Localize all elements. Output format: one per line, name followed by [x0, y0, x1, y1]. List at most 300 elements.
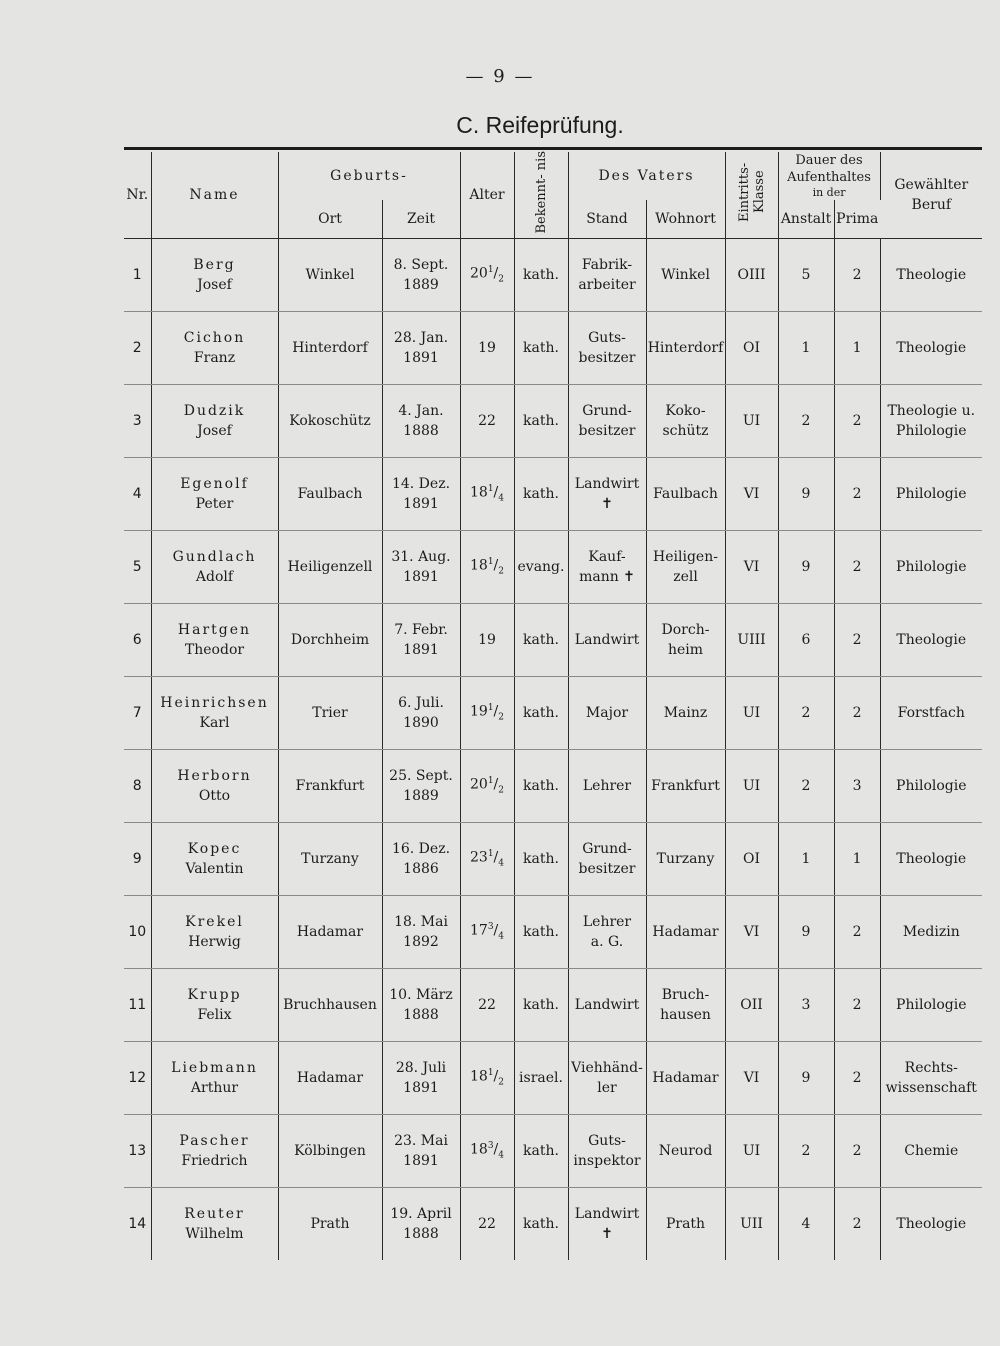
row-entry-class: UI — [725, 750, 778, 823]
row-nr: 5 — [124, 531, 151, 604]
row-birthdate-year: 1891 — [403, 1153, 439, 1169]
row-father-occupation — [568, 677, 646, 750]
row-birthdate-day: 18. Mai — [394, 914, 448, 930]
table-row — [124, 896, 982, 969]
row-birthdate-day: 16. Dez. — [391, 841, 451, 857]
row-forename: Peter — [195, 496, 234, 512]
row-father-occupation-1: Grund- — [582, 841, 632, 857]
row-father-residence-2: zell — [673, 569, 698, 585]
table-row — [124, 823, 982, 896]
row-birthdate-day: 28. Jan. — [393, 330, 449, 346]
header-dauer — [778, 152, 880, 200]
row-father-residence — [646, 823, 725, 896]
row-age-int: 19 — [478, 632, 496, 648]
row-nr: 2 — [124, 312, 151, 385]
row-entry-class: OII — [725, 969, 778, 1042]
row-age-den: 2 — [498, 785, 504, 796]
row-name — [151, 604, 278, 677]
row-age — [460, 969, 514, 1042]
row-father-occupation — [568, 1115, 646, 1188]
row-father-occupation-1: Fabrik- — [581, 257, 633, 273]
row-nr: 11 — [124, 969, 151, 1042]
row-age-int: 19 — [478, 340, 496, 356]
row-career-1: Medizin — [902, 924, 960, 940]
row-age-int: 18 — [469, 1141, 488, 1158]
row-age-int: 22 — [478, 1216, 496, 1232]
row-birthdate-day: 25. Sept. — [389, 768, 453, 784]
row-career-2: wissenschaft — [885, 1080, 977, 1096]
row-birthdate — [382, 458, 460, 531]
row-years-anstalt: 4 — [778, 1188, 834, 1261]
header-eintritts-klasse-text: Eintritts- Klasse — [736, 162, 767, 222]
header-bekenntnis — [514, 152, 568, 239]
row-name — [151, 750, 278, 823]
row-birthdate-year: 1888 — [403, 423, 439, 439]
row-confession: kath. — [514, 239, 568, 312]
row-birthdate-year: 1891 — [403, 569, 439, 585]
row-name — [151, 896, 278, 969]
row-years-prima: 2 — [834, 531, 880, 604]
row-age-int: 22 — [478, 413, 496, 429]
row-birthdate-year: 1890 — [403, 715, 439, 731]
row-years-prima: 2 — [834, 239, 880, 312]
row-birthplace: Kölbingen — [278, 1115, 382, 1188]
row-age: $20^1/_2$ — [460, 750, 514, 823]
row-nr: 9 — [124, 823, 151, 896]
row-surname: Krekel — [185, 914, 244, 930]
row-surname: Krupp — [187, 987, 242, 1003]
row-birthdate — [382, 969, 460, 1042]
row-career-1: Forstfach — [897, 705, 965, 721]
row-nr: 4 — [124, 458, 151, 531]
row-age: $19^1/_2$ — [460, 677, 514, 750]
row-name — [151, 677, 278, 750]
row-birthdate — [382, 1042, 460, 1115]
row-forename: Valentin — [185, 861, 244, 877]
row-age-den: 2 — [498, 712, 504, 723]
row-father-occupation-1: Lehrer — [582, 914, 632, 930]
row-father-residence-1: Koko- — [665, 403, 706, 419]
row-surname: Kopec — [187, 841, 242, 857]
header-bekenntnis-text: Bekennt- nis — [533, 150, 549, 234]
row-name — [151, 969, 278, 1042]
row-father-residence-1: Heiligen- — [653, 549, 718, 565]
table-row — [124, 385, 982, 458]
row-birthdate-day: 7. Febr. — [394, 622, 448, 638]
row-birthdate-year: 1891 — [403, 642, 439, 658]
row-career — [880, 531, 982, 604]
row-surname: Egenolf — [180, 476, 249, 492]
header-beruf: Gewählter Beruf — [880, 152, 982, 239]
row-years-prima: 3 — [834, 750, 880, 823]
row-age: $18^1/_4$ — [460, 458, 514, 531]
row-name — [151, 239, 278, 312]
row-confession: kath. — [514, 312, 568, 385]
row-age-int: 18 — [469, 484, 488, 501]
row-father-residence-1: Turzany — [656, 851, 715, 867]
row-birthdate — [382, 312, 460, 385]
row-entry-class: OIII — [725, 239, 778, 312]
row-name — [151, 1188, 278, 1261]
row-birthdate-day: 19. April — [390, 1206, 452, 1222]
row-confession: kath. — [514, 677, 568, 750]
row-father-residence-1: Dorch- — [661, 622, 710, 638]
row-career-1: Philologie — [896, 778, 967, 794]
row-father-occupation-2: ler — [597, 1080, 617, 1096]
row-birthdate-year: 1891 — [403, 496, 439, 512]
row-career — [880, 750, 982, 823]
row-career-1: Philologie — [896, 559, 967, 575]
row-nr: 10 — [124, 896, 151, 969]
row-age — [460, 604, 514, 677]
row-birthdate — [382, 604, 460, 677]
row-father-residence-1: Winkel — [661, 267, 710, 283]
row-confession: kath. — [514, 969, 568, 1042]
row-career — [880, 1042, 982, 1115]
row-entry-class: OI — [725, 312, 778, 385]
row-father-occupation — [568, 239, 646, 312]
row-age-int: 23 — [469, 849, 488, 866]
row-forename: Felix — [197, 1007, 232, 1023]
graduates-table — [124, 152, 982, 1260]
row-father-occupation-1: Landwirt — [574, 997, 640, 1013]
row-birthplace: Prath — [278, 1188, 382, 1261]
row-career — [880, 896, 982, 969]
row-surname: Cichon — [183, 330, 246, 346]
row-surname: Dudzik — [183, 403, 246, 419]
row-confession: kath. — [514, 823, 568, 896]
row-career — [880, 677, 982, 750]
row-age — [460, 312, 514, 385]
row-forename: Adolf — [195, 569, 234, 585]
row-birthdate-year: 1888 — [403, 1226, 439, 1242]
row-age-den: 4 — [498, 493, 504, 504]
row-father-occupation-1: Kauf- — [588, 549, 626, 565]
row-father-occupation-1: Landwirt — [574, 632, 640, 648]
row-father-occupation — [568, 896, 646, 969]
row-father-residence — [646, 1188, 725, 1261]
row-entry-class: VI — [725, 1042, 778, 1115]
row-birthdate-day: 6. Juli. — [398, 695, 444, 711]
table-row — [124, 239, 982, 312]
row-years-anstalt: 9 — [778, 896, 834, 969]
row-entry-class: UII — [725, 1188, 778, 1261]
row-years-anstalt: 2 — [778, 1115, 834, 1188]
row-surname: Herborn — [177, 768, 252, 784]
row-birthdate — [382, 239, 460, 312]
row-father-residence — [646, 1042, 725, 1115]
row-birthplace: Faulbach — [278, 458, 382, 531]
header-stand: Stand — [568, 200, 646, 239]
row-forename: Theodor — [184, 642, 245, 658]
row-years-prima: 1 — [834, 823, 880, 896]
row-birthplace: Hadamar — [278, 896, 382, 969]
row-father-occupation-1: Grund- — [582, 403, 632, 419]
row-father-residence — [646, 312, 725, 385]
row-father-occupation — [568, 604, 646, 677]
row-age-num: 1 — [487, 776, 494, 787]
row-years-anstalt: 6 — [778, 604, 834, 677]
row-father-occupation-1: Landwirt ✝ — [574, 476, 640, 512]
row-forename: Friedrich — [181, 1153, 248, 1169]
table-row — [124, 312, 982, 385]
row-confession: kath. — [514, 750, 568, 823]
table-row — [124, 1115, 982, 1188]
row-father-occupation-2: a. G. — [590, 934, 624, 950]
row-father-occupation-1: Viehhänd- — [571, 1060, 643, 1076]
row-age-num: 3 — [487, 1141, 494, 1152]
row-entry-class: UI — [725, 1115, 778, 1188]
row-years-prima: 2 — [834, 458, 880, 531]
row-years-prima: 2 — [834, 896, 880, 969]
row-birthdate-day: 14. Dez. — [391, 476, 451, 492]
row-forename: Franz — [193, 350, 236, 366]
row-birthdate — [382, 677, 460, 750]
table-body — [124, 239, 982, 1261]
table-row — [124, 604, 982, 677]
row-birthdate — [382, 896, 460, 969]
row-confession: israel. — [514, 1042, 568, 1115]
row-father-residence — [646, 677, 725, 750]
row-confession: kath. — [514, 458, 568, 531]
row-birthdate-day: 4. Jan. — [398, 403, 444, 419]
row-career-1: Theologie — [896, 267, 967, 283]
row-nr: 14 — [124, 1188, 151, 1261]
row-father-residence-1: Faulbach — [653, 486, 718, 502]
row-birthplace: Dorchheim — [278, 604, 382, 677]
row-age: $18^3/_4$ — [460, 1115, 514, 1188]
row-birthdate-day: 31. Aug. — [391, 549, 451, 565]
row-years-anstalt: 9 — [778, 1042, 834, 1115]
row-age-num: 1 — [487, 265, 494, 276]
row-age-int: 19 — [469, 703, 488, 720]
row-entry-class: UI — [725, 677, 778, 750]
row-name — [151, 1042, 278, 1115]
row-birthdate — [382, 1188, 460, 1261]
row-surname: Heinrichsen — [160, 695, 269, 711]
row-entry-class: UIII — [725, 604, 778, 677]
row-birthplace: Bruchhausen — [278, 969, 382, 1042]
header-wohnort: Wohnort — [646, 200, 725, 239]
table-row — [124, 458, 982, 531]
row-birthplace: Hinterdorf — [278, 312, 382, 385]
header-zeit: Zeit — [382, 200, 460, 239]
row-birthplace: Turzany — [278, 823, 382, 896]
row-years-anstalt: 1 — [778, 312, 834, 385]
row-years-prima: 2 — [834, 1042, 880, 1115]
row-father-residence — [646, 239, 725, 312]
row-father-residence — [646, 750, 725, 823]
row-father-occupation — [568, 750, 646, 823]
row-years-anstalt: 2 — [778, 750, 834, 823]
header-name: Name — [151, 152, 278, 239]
header-dauer-text: Dauer des Aufenthaltes — [787, 153, 871, 185]
row-father-occupation-1: Lehrer — [582, 778, 632, 794]
row-age: $20^1/_2$ — [460, 239, 514, 312]
row-age-num: 1 — [487, 1068, 494, 1079]
row-father-occupation-2: inspektor — [573, 1153, 641, 1169]
row-father-occupation — [568, 312, 646, 385]
row-career-1: Chemie — [904, 1143, 959, 1159]
row-career — [880, 239, 982, 312]
row-years-prima: 2 — [834, 604, 880, 677]
row-career-1: Theologie — [896, 340, 967, 356]
row-career — [880, 1115, 982, 1188]
row-nr: 1 — [124, 239, 151, 312]
row-years-anstalt: 5 — [778, 239, 834, 312]
row-career — [880, 458, 982, 531]
header-ort: Ort — [278, 200, 382, 239]
row-age: $23^1/_4$ — [460, 823, 514, 896]
row-entry-class: UI — [725, 385, 778, 458]
row-age-int: 20 — [469, 265, 488, 282]
table-row — [124, 531, 982, 604]
row-age-int: 18 — [469, 1068, 488, 1085]
row-name — [151, 1115, 278, 1188]
row-father-residence — [646, 531, 725, 604]
row-father-occupation — [568, 823, 646, 896]
row-age: $18^1/_2$ — [460, 1042, 514, 1115]
row-forename: Wilhelm — [185, 1226, 244, 1242]
row-age-den: 2 — [498, 566, 504, 577]
row-forename: Karl — [199, 715, 230, 731]
row-father-residence — [646, 969, 725, 1042]
row-surname: Berg — [193, 257, 236, 273]
row-confession: kath. — [514, 385, 568, 458]
row-birthdate — [382, 750, 460, 823]
row-father-occupation-1: Guts- — [588, 1133, 626, 1149]
row-father-residence — [646, 458, 725, 531]
row-forename: Herwig — [188, 934, 241, 950]
row-career — [880, 312, 982, 385]
row-father-residence-1: Hinterdorf — [647, 340, 724, 356]
row-birthdate-year: 1889 — [403, 788, 439, 804]
row-career — [880, 1188, 982, 1261]
row-birthdate-year: 1891 — [403, 350, 439, 366]
row-father-occupation-2: mann ✝ — [579, 569, 635, 585]
row-name — [151, 458, 278, 531]
row-years-anstalt: 9 — [778, 458, 834, 531]
row-age: $17^3/_4$ — [460, 896, 514, 969]
row-father-occupation-1: Landwirt ✝ — [574, 1206, 640, 1242]
row-years-prima: 2 — [834, 969, 880, 1042]
row-confession: kath. — [514, 1188, 568, 1261]
row-age-int: 18 — [469, 557, 488, 574]
table-row — [124, 1042, 982, 1115]
row-father-residence-2: heim — [667, 642, 704, 658]
row-birthdate-day: 28. Juli — [395, 1060, 447, 1076]
row-career — [880, 823, 982, 896]
row-forename: Josef — [197, 277, 232, 293]
row-birthdate — [382, 385, 460, 458]
header-nr: Nr. — [124, 152, 151, 239]
page-number: — 9 — — [465, 66, 535, 87]
header-alter: Alter — [460, 152, 514, 239]
row-entry-class: VI — [725, 531, 778, 604]
row-birthplace: Frankfurt — [278, 750, 382, 823]
row-surname: Hartgen — [177, 622, 252, 638]
row-surname: Gundlach — [172, 549, 257, 565]
row-age-int: 17 — [469, 922, 488, 939]
row-career-1: Theologie — [896, 1216, 967, 1232]
row-age-den: 4 — [498, 931, 504, 942]
row-nr: 6 — [124, 604, 151, 677]
row-father-occupation-1: Guts- — [588, 330, 626, 346]
row-father-residence — [646, 896, 725, 969]
row-father-occupation-2: besitzer — [578, 350, 636, 366]
row-father-residence-1: Prath — [665, 1216, 706, 1232]
table-row — [124, 969, 982, 1042]
row-confession: kath. — [514, 896, 568, 969]
row-career-1: Philologie — [896, 486, 967, 502]
header-geburts: Geburts- — [278, 152, 460, 200]
row-nr: 8 — [124, 750, 151, 823]
row-nr: 3 — [124, 385, 151, 458]
row-career-1: Theologie u. — [887, 403, 976, 419]
row-nr: 13 — [124, 1115, 151, 1188]
row-career — [880, 604, 982, 677]
row-name — [151, 531, 278, 604]
row-birthdate — [382, 1115, 460, 1188]
row-father-residence — [646, 385, 725, 458]
row-age-num: 1 — [487, 484, 494, 495]
row-father-residence-1: Neurod — [658, 1143, 713, 1159]
row-birthplace: Heiligenzell — [278, 531, 382, 604]
row-career-1: Rechts- — [904, 1060, 958, 1076]
row-entry-class: VI — [725, 458, 778, 531]
row-father-residence-2: hausen — [660, 1007, 711, 1023]
row-age-int: 22 — [478, 997, 496, 1013]
row-birthdate-day: 23. Mai — [394, 1133, 448, 1149]
row-career — [880, 385, 982, 458]
row-father-occupation — [568, 969, 646, 1042]
row-surname: Liebmann — [171, 1060, 258, 1076]
row-years-prima: 1 — [834, 312, 880, 385]
row-age-num: 1 — [487, 557, 494, 568]
row-career-1: Theologie — [896, 851, 967, 867]
row-father-occupation — [568, 385, 646, 458]
header-prima: Prima — [834, 200, 880, 239]
row-entry-class: OI — [725, 823, 778, 896]
row-name — [151, 823, 278, 896]
row-father-occupation — [568, 1188, 646, 1261]
row-career-1: Philologie — [896, 997, 967, 1013]
row-career-2: Philologie — [896, 423, 967, 439]
table-row — [124, 677, 982, 750]
row-years-anstalt: 3 — [778, 969, 834, 1042]
header-des-vaters: Des Vaters — [568, 152, 725, 200]
row-name — [151, 385, 278, 458]
header-anstalt: Anstalt — [778, 200, 834, 239]
row-age — [460, 385, 514, 458]
row-years-anstalt: 1 — [778, 823, 834, 896]
row-father-occupation — [568, 531, 646, 604]
row-age-den: 4 — [498, 1150, 504, 1161]
row-age-den: 2 — [498, 1077, 504, 1088]
row-birthdate-day: 10. März — [389, 987, 453, 1003]
row-father-residence-1: Hadamar — [652, 924, 719, 940]
row-father-residence-1: Mainz — [663, 705, 708, 721]
row-years-prima: 2 — [834, 1188, 880, 1261]
section-title: C. Reifeprüfung. — [456, 112, 624, 138]
row-age-den: 2 — [498, 274, 504, 285]
row-years-anstalt: 2 — [778, 677, 834, 750]
row-birthdate-day: 8. Sept. — [393, 257, 449, 273]
top-rule — [124, 147, 982, 150]
row-age-num: 3 — [487, 922, 494, 933]
row-father-occupation-2: besitzer — [578, 423, 636, 439]
row-birthdate — [382, 531, 460, 604]
